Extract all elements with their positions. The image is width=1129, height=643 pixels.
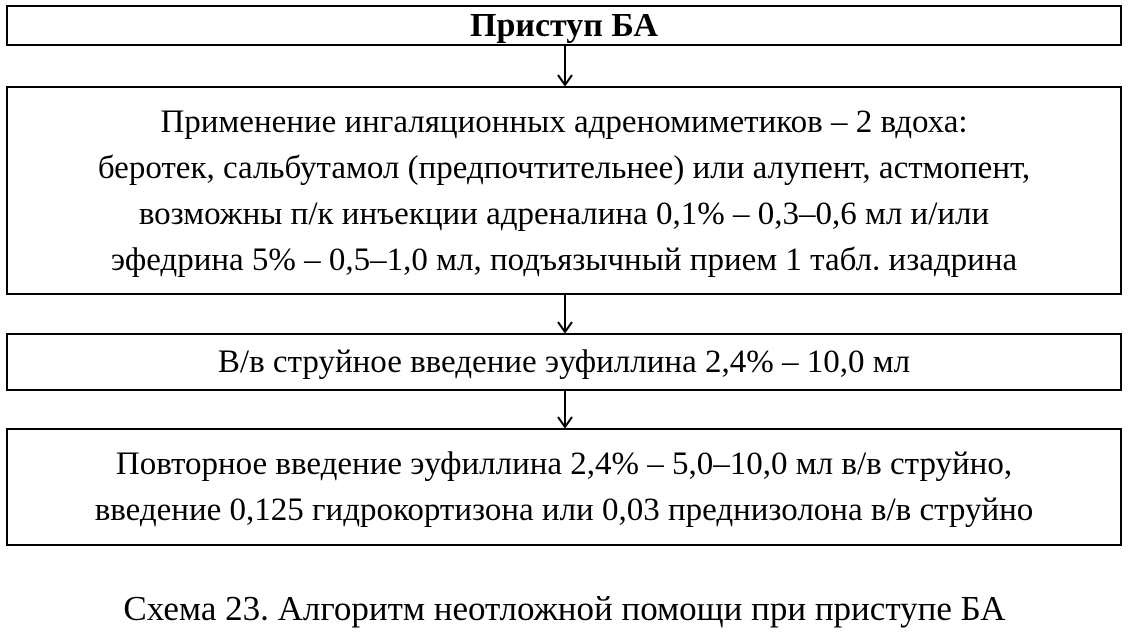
step1-line: Применение ингаляционных адреномиметиков – 2 вдоха: bbox=[160, 103, 968, 140]
step3-line: Повторное введение эуфиллина 2,4% – 5,0–10,0 мл в/в струйно, bbox=[115, 446, 1013, 482]
arrow-down-icon bbox=[553, 295, 577, 333]
arrow-down-icon bbox=[553, 46, 577, 86]
step2-box bbox=[6, 333, 1122, 391]
arrow-down-icon bbox=[553, 391, 577, 428]
step2-line: В/в струйное введение эуфиллина 2,4% – 10,0 мл bbox=[217, 344, 911, 380]
step3-line: введение 0,125 гидрокортизона или 0,03 преднизолона в/в струйно bbox=[94, 492, 1034, 528]
step1-line: беротек, сальбутамол (предпочтительнее) или алупент, астмопент, bbox=[97, 149, 1031, 186]
figure-caption: Схема 23. Алгоритм неотложной помощи при приступе БА bbox=[123, 589, 1006, 628]
step1-line: эфедрина 5% – 0,5–1,0 мл, подъязычный прием 1 табл. изадрина bbox=[110, 241, 1018, 278]
title-text: Приступ БА bbox=[470, 6, 658, 44]
step3-box bbox=[6, 428, 1122, 546]
step1-line: возможны п/к инъекции адреналина 0,1% – 0,3–0,6 мл и/или bbox=[138, 195, 990, 232]
step1-box bbox=[6, 86, 1122, 295]
title-box bbox=[6, 5, 1122, 46]
